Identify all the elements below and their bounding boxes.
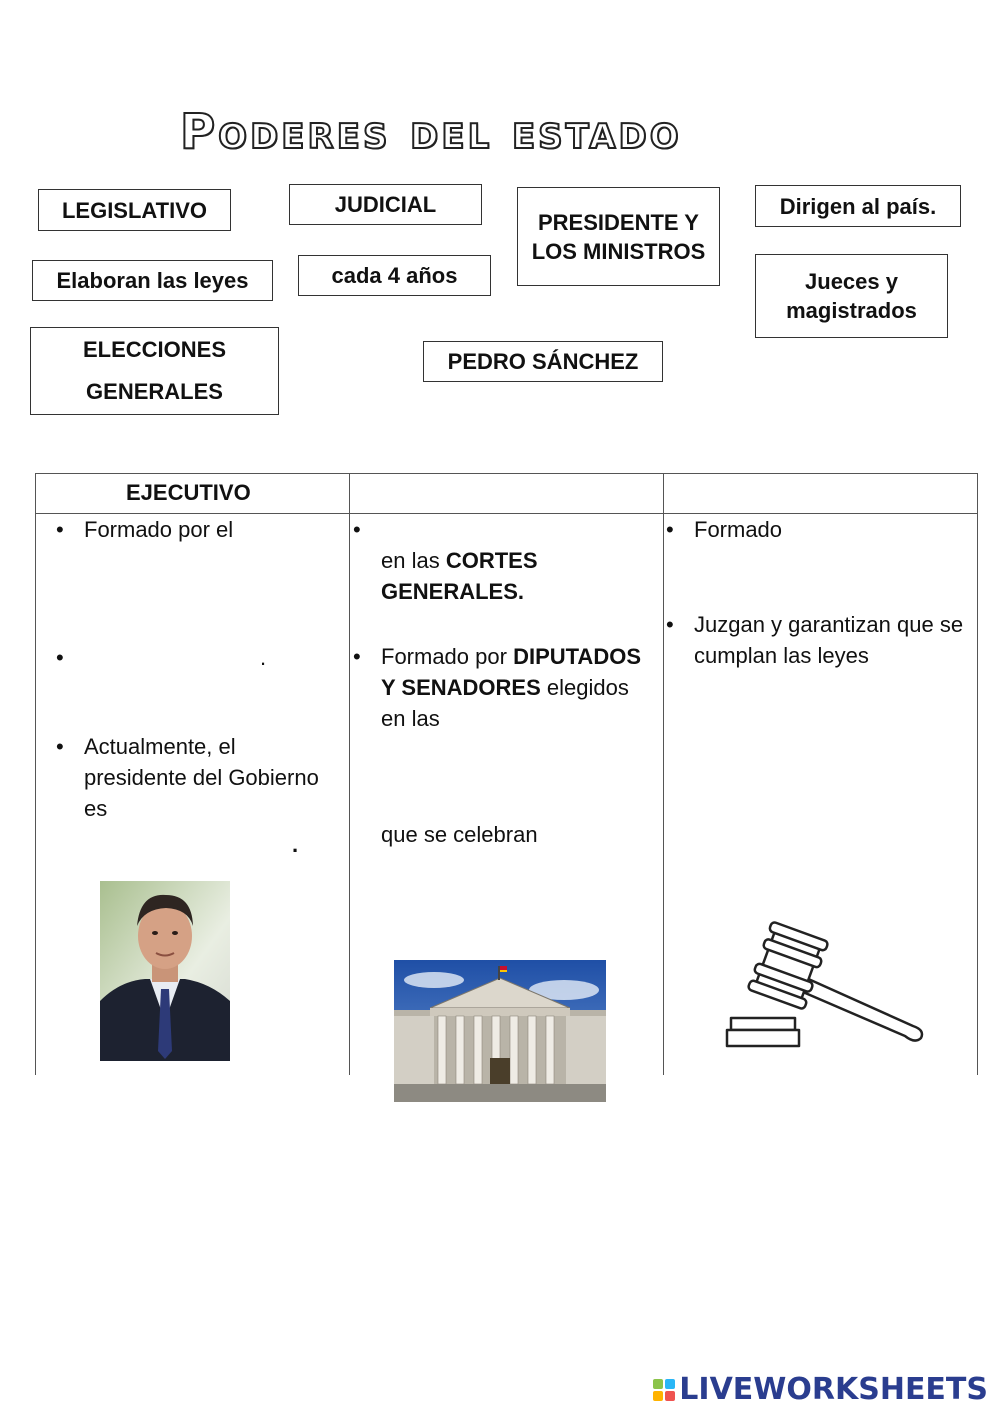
powers-table (35, 473, 978, 1075)
col2-bullet-2 (353, 641, 651, 734)
bullet-icon: • (56, 645, 64, 670)
logo-text: LIVEWORKSHEETS (679, 1372, 988, 1407)
col2-b1-pre: en las (381, 548, 446, 573)
card-elaboran-leyes[interactable]: Elaboran las leyes (32, 260, 273, 301)
drop-col2-1[interactable] (381, 517, 641, 546)
col2-b2-pre: Formado por (381, 644, 514, 669)
card-dirigen-pais[interactable]: Dirigen al país. (755, 185, 961, 227)
card-elecciones-generales[interactable]: ELECCIONES GENERALES (30, 327, 279, 415)
page-title: Poderes del estado (180, 104, 682, 160)
col3-b2-text: Juzgan y garantizan que se cumplan las leyes (694, 612, 964, 668)
liveworksheets-icon (653, 1379, 675, 1401)
col1-b2-text: . (260, 645, 267, 670)
card-cada-4-anos[interactable]: cada 4 años (298, 255, 491, 296)
gavel-icon (725, 918, 940, 1050)
col1-tail: . (292, 832, 299, 857)
card-jueces-magistrados[interactable]: Jueces y magistrados (755, 254, 948, 338)
col2-b1-bold: CORTES GENERALES. (381, 548, 538, 604)
bullet-icon: • (666, 517, 674, 542)
drop-col1-2[interactable] (84, 642, 254, 675)
card-judicial[interactable]: JUDICIAL (289, 184, 482, 225)
drop-col1-1[interactable] (84, 549, 334, 630)
col1-bullet-3 (56, 731, 342, 824)
col2-b2-bold: DIPUTADOS Y SENADORES (381, 644, 641, 700)
card-pedro-sanchez[interactable]: PEDRO SÁNCHEZ (423, 341, 663, 382)
col2-b1 (381, 545, 651, 607)
col3-b1-text: Formado (694, 517, 783, 542)
bullet-icon: • (353, 517, 361, 542)
bullet-icon: • (666, 612, 674, 637)
bullet-icon: • (56, 734, 64, 759)
header-drop-3[interactable] (669, 473, 969, 514)
drop-col2-2[interactable] (381, 767, 641, 812)
bullet-icon: • (56, 517, 64, 542)
col1-bullet-1 (56, 514, 344, 545)
card-legislativo[interactable]: LEGISLATIVO (38, 189, 231, 231)
col2-b3: que se celebran (381, 822, 538, 847)
congress-building-photo (394, 960, 606, 1102)
col2-b2-post: elegidos en las (381, 675, 629, 731)
pedro-sanchez-photo (100, 881, 230, 1061)
col3-bullet-2 (666, 609, 964, 671)
drop-col2-3[interactable] (381, 853, 641, 894)
col1-b1-text: Formado por el (84, 517, 234, 542)
drop-col3-1[interactable] (694, 547, 954, 598)
bullet-icon: • (353, 644, 361, 669)
col1-b3-text: Actualmente, el presidente del Gobierno es (84, 734, 319, 821)
header-ejecutivo: EJECUTIVO (126, 480, 251, 505)
card-presidente-ministros[interactable]: PRESIDENTE Y LOS MINISTROS (517, 187, 720, 286)
header-drop-2[interactable] (355, 473, 655, 514)
liveworksheets-logo (653, 1372, 988, 1407)
drop-col1-3[interactable] (84, 825, 284, 862)
col3-bullet-1 (666, 514, 964, 545)
